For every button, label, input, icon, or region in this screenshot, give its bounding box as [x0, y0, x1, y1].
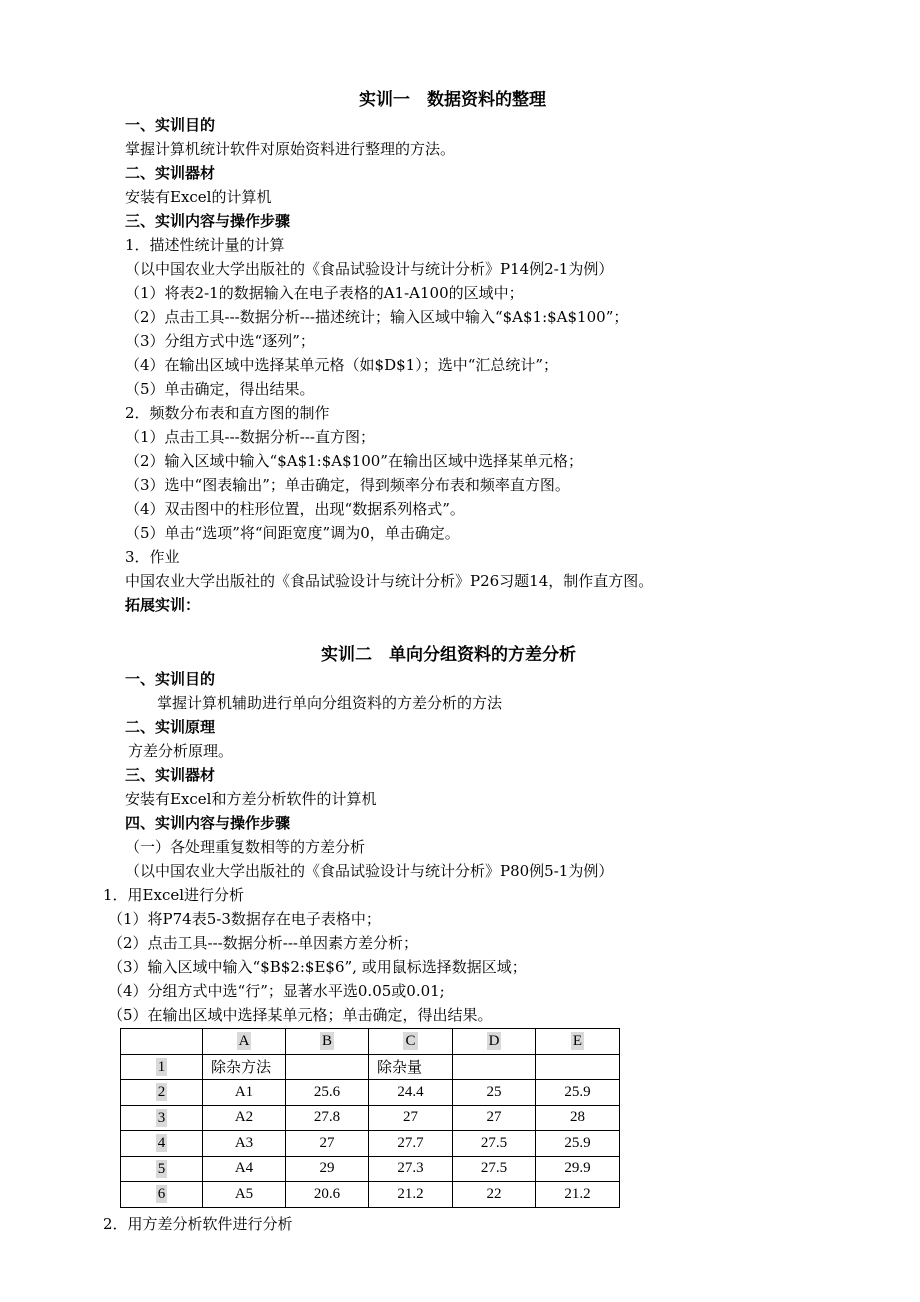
section2-sub1-reference: （以中国农业大学出版社的《食品试验设计与统计分析》P80例5-1为例） — [125, 862, 614, 880]
row-number: 6 — [121, 1182, 203, 1208]
section1-sub1-step: （1）将表2-1的数据输入在电子表格的A1-A100的区域中； — [125, 284, 524, 302]
row-number: 3 — [121, 1105, 203, 1131]
section2-heading-purpose: 一、实训目的 — [125, 670, 216, 688]
section1-sub2-title: 2．频数分布表和直方图的制作 — [125, 404, 330, 422]
table-cell — [286, 1054, 369, 1080]
column-header: E — [536, 1029, 620, 1055]
table-cell: 27 — [286, 1131, 369, 1157]
table-cell: 除杂量 — [369, 1054, 453, 1080]
section2-purpose-text: 掌握计算机辅助进行单向分组资料的方差分析的方法 — [157, 694, 503, 712]
section2-method1-step: （5）在输出区域中选择某单元格；单击确定，得出结果。 — [108, 1006, 493, 1024]
section1-title: 实训一 数据资料的整理 — [359, 90, 546, 110]
section1-sub1-step: （2）点击工具---数据分析---描述统计；输入区域中输入“$A$1:$A$100”； — [125, 308, 629, 326]
table-cell: 25.9 — [536, 1080, 620, 1106]
table-cell: 27.5 — [453, 1156, 536, 1182]
column-header: D — [453, 1029, 536, 1055]
table-cell: A2 — [203, 1105, 286, 1131]
section1-sub1-step: （3）分组方式中选“逐列”； — [125, 332, 315, 350]
row-number: 1 — [121, 1054, 203, 1080]
column-header: C — [369, 1029, 453, 1055]
column-header: A — [203, 1029, 286, 1055]
table-cell: 29 — [286, 1156, 369, 1182]
table-cell: 27.8 — [286, 1105, 369, 1131]
data-table — [120, 1028, 620, 1208]
section2-heading-equipment: 三、实训器材 — [125, 766, 216, 784]
table-cell: 24.4 — [369, 1080, 453, 1106]
section1-sub2-step: （3）选中“图表输出”；单击确定，得到频率分布表和频率直方图。 — [125, 476, 570, 494]
table-header-row — [121, 1029, 620, 1055]
row-number: 2 — [121, 1080, 203, 1106]
table-cell — [453, 1054, 536, 1080]
section1-heading-equipment: 二、实训器材 — [125, 164, 216, 182]
section2-equipment-text: 安装有Excel和方差分析软件的计算机 — [125, 790, 377, 808]
section2-heading-principle: 二、实训原理 — [125, 718, 216, 736]
table-cell: 25.6 — [286, 1080, 369, 1106]
section1-sub3-title: 3．作业 — [125, 548, 180, 566]
table-cell: 27.3 — [369, 1156, 453, 1182]
table-cell: 除杂方法 — [203, 1054, 286, 1080]
table-cell: 22 — [453, 1182, 536, 1208]
table-row — [121, 1105, 620, 1131]
section1-equipment-text: 安装有Excel的计算机 — [125, 188, 272, 206]
table-cell: 28 — [536, 1105, 620, 1131]
table-cell: A1 — [203, 1080, 286, 1106]
section1-sub2-step: （5）单击“选项”将“间距宽度”调为0，单击确定。 — [125, 524, 460, 542]
table-cell: 25.9 — [536, 1131, 620, 1157]
section2-method1-step: （4）分组方式中选“行”；显著水平选0.05或0.01; — [108, 982, 445, 1000]
table-row — [121, 1080, 620, 1106]
section1-heading-purpose: 一、实训目的 — [125, 116, 216, 134]
section1-sub1-title: 1．描述性统计量的计算 — [125, 236, 285, 254]
section1-homework-text: 中国农业大学出版社的《食品试验设计与统计分析》P26习题14，制作直方图。 — [125, 572, 654, 590]
section1-sub2-step: （1）点击工具---数据分析---直方图； — [125, 428, 375, 446]
table-row — [121, 1182, 620, 1208]
table-cell: 27.5 — [453, 1131, 536, 1157]
section2-principle-text: 方差分析原理。 — [128, 742, 234, 760]
section2-method1-step: （1）将P74表5-3数据存在电子表格中； — [108, 910, 381, 928]
table-corner-cell — [121, 1029, 203, 1055]
table-row — [121, 1131, 620, 1157]
section2-method1-step: （2）点击工具---数据分析---单因素方差分析； — [108, 934, 418, 952]
row-number: 5 — [121, 1156, 203, 1182]
section1-sub1-step: （5）单击确定，得出结果。 — [125, 380, 315, 398]
table-row — [121, 1054, 620, 1080]
section2-method1-title: 1．用Excel进行分析 — [103, 886, 245, 904]
section1-extension-heading: 拓展实训： — [125, 596, 201, 614]
table-cell: 20.6 — [286, 1182, 369, 1208]
section1-sub2-step: （4）双击图中的柱形位置，出现“数据系列格式”。 — [125, 500, 465, 518]
table-cell: A5 — [203, 1182, 286, 1208]
section2-heading-steps: 四、实训内容与操作步骤 — [125, 814, 291, 832]
table-cell: 27.7 — [369, 1131, 453, 1157]
table-cell: 21.2 — [536, 1182, 620, 1208]
table-cell: 25 — [453, 1080, 536, 1106]
section2-method2-title: 2．用方差分析软件进行分析 — [103, 1215, 293, 1233]
table-cell: 21.2 — [369, 1182, 453, 1208]
column-header: B — [286, 1029, 369, 1055]
section1-sub1-step: （4）在输出区域中选择某单元格（如$D$1）；选中“汇总统计”； — [125, 356, 559, 374]
section2-title: 实训二 单向分组资料的方差分析 — [321, 645, 576, 665]
table-cell: 27 — [453, 1105, 536, 1131]
table-cell: 29.9 — [536, 1156, 620, 1182]
section2-sub1-title: （一）各处理重复数相等的方差分析 — [125, 838, 366, 856]
section1-sub1-reference: （以中国农业大学出版社的《食品试验设计与统计分析》P14例2-1为例） — [125, 260, 614, 278]
section1-heading-steps: 三、实训内容与操作步骤 — [125, 212, 291, 230]
section2-method1-step: （3）输入区域中输入“$B$2:$E$6”, 或用鼠标选择数据区域； — [108, 958, 527, 976]
table-row — [121, 1156, 620, 1182]
section1-purpose-text: 掌握计算机统计软件对原始资料进行整理的方法。 — [125, 140, 456, 158]
table-cell: A3 — [203, 1131, 286, 1157]
table-cell: 27 — [369, 1105, 453, 1131]
table-cell — [536, 1054, 620, 1080]
row-number: 4 — [121, 1131, 203, 1157]
section1-sub2-step: （2）输入区域中输入“$A$1:$A$100”在输出区域中选择某单元格； — [125, 452, 583, 470]
table-cell: A4 — [203, 1156, 286, 1182]
